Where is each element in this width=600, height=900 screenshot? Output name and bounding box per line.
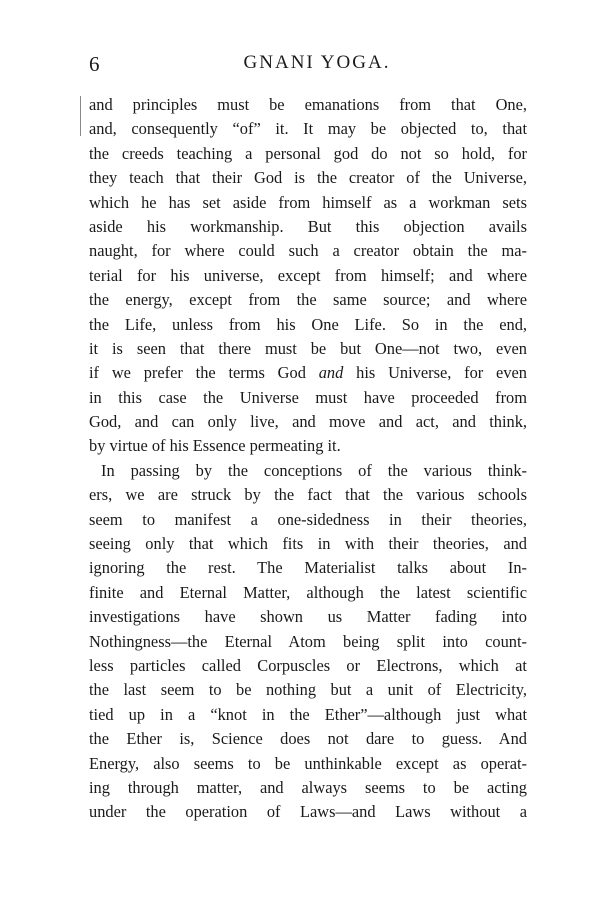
text-line: in this case the Universe must have proceeded from	[89, 387, 527, 407]
page-header	[89, 52, 527, 82]
text-line	[89, 361, 527, 385]
text-line: under the operation of Laws—and Laws without a	[89, 802, 527, 822]
running-title: GNANI YOGA.	[243, 52, 391, 73]
text-line: ing through matter, and always seems to be acting	[89, 777, 527, 797]
text-line: finite and Eternal Matter, although the latest scientific	[89, 582, 527, 602]
text-line: and principles must be emanations from that One,	[89, 95, 527, 114]
text-line: ignoring the rest. The Materialist talks about In-	[89, 558, 527, 578]
text-line: naught, for where could such a creator obtain the ma-	[89, 241, 527, 261]
margin-mark	[80, 96, 82, 136]
text-line: which he has set aside from himself as a workman sets	[89, 192, 527, 212]
text-line: aside his workmanship. But this objection avails	[89, 216, 527, 236]
text-line: the Ether is, Science does not dare to guess. And	[89, 729, 527, 749]
text-line: seeing only that which fits in with their theories, and	[89, 534, 527, 554]
text-line: ers, we are struck by the fact that the various schools	[89, 485, 527, 505]
text-line: Nothingness—the Eternal Atom being split into count-	[89, 631, 527, 651]
text-line: God, and can only live, and move and act, and think,	[89, 412, 527, 432]
page-number: 6	[89, 52, 100, 76]
text-line: it is seen that there must be but One—not two, even	[89, 338, 527, 358]
text-line: less particles called Corpuscles or Electrons, which at	[89, 655, 527, 675]
body-text	[89, 93, 527, 825]
text-line: the energy, except from the same source; and where	[89, 290, 527, 310]
text-line: seem to manifest a one-sidedness in their theories,	[89, 509, 527, 529]
text-line: and, consequently “of” it. It may be objected to, that	[89, 119, 527, 139]
emphasis-word: and	[318, 363, 344, 383]
paragraph-1	[89, 93, 527, 459]
text-line: the Life, unless from his One Life. So in the end,	[89, 314, 527, 334]
text-line: tied up in a “knot in the Ether”—although just what	[89, 704, 527, 724]
text-line: the creeds teaching a personal god do not so hold, for	[89, 143, 527, 163]
text-line: by virtue of his Essence permeating it.	[89, 436, 341, 456]
paragraph-2	[89, 459, 527, 825]
text-line: investigations have shown us Matter fading into	[89, 607, 527, 627]
text-line: terial for his universe, except from himself; and where	[89, 265, 527, 285]
text-line: Energy, also seems to be unthinkable except as operat-	[89, 753, 527, 773]
text-line: In passing by the conceptions of the various think-	[101, 460, 527, 480]
text-segment: his Universe, for even	[356, 363, 527, 383]
text-segment: if we prefer the terms God	[89, 363, 306, 383]
text-line: they teach that their God is the creator of the Universe,	[89, 168, 527, 188]
text-line: the last seem to be nothing but a unit of Electricity,	[89, 680, 527, 700]
